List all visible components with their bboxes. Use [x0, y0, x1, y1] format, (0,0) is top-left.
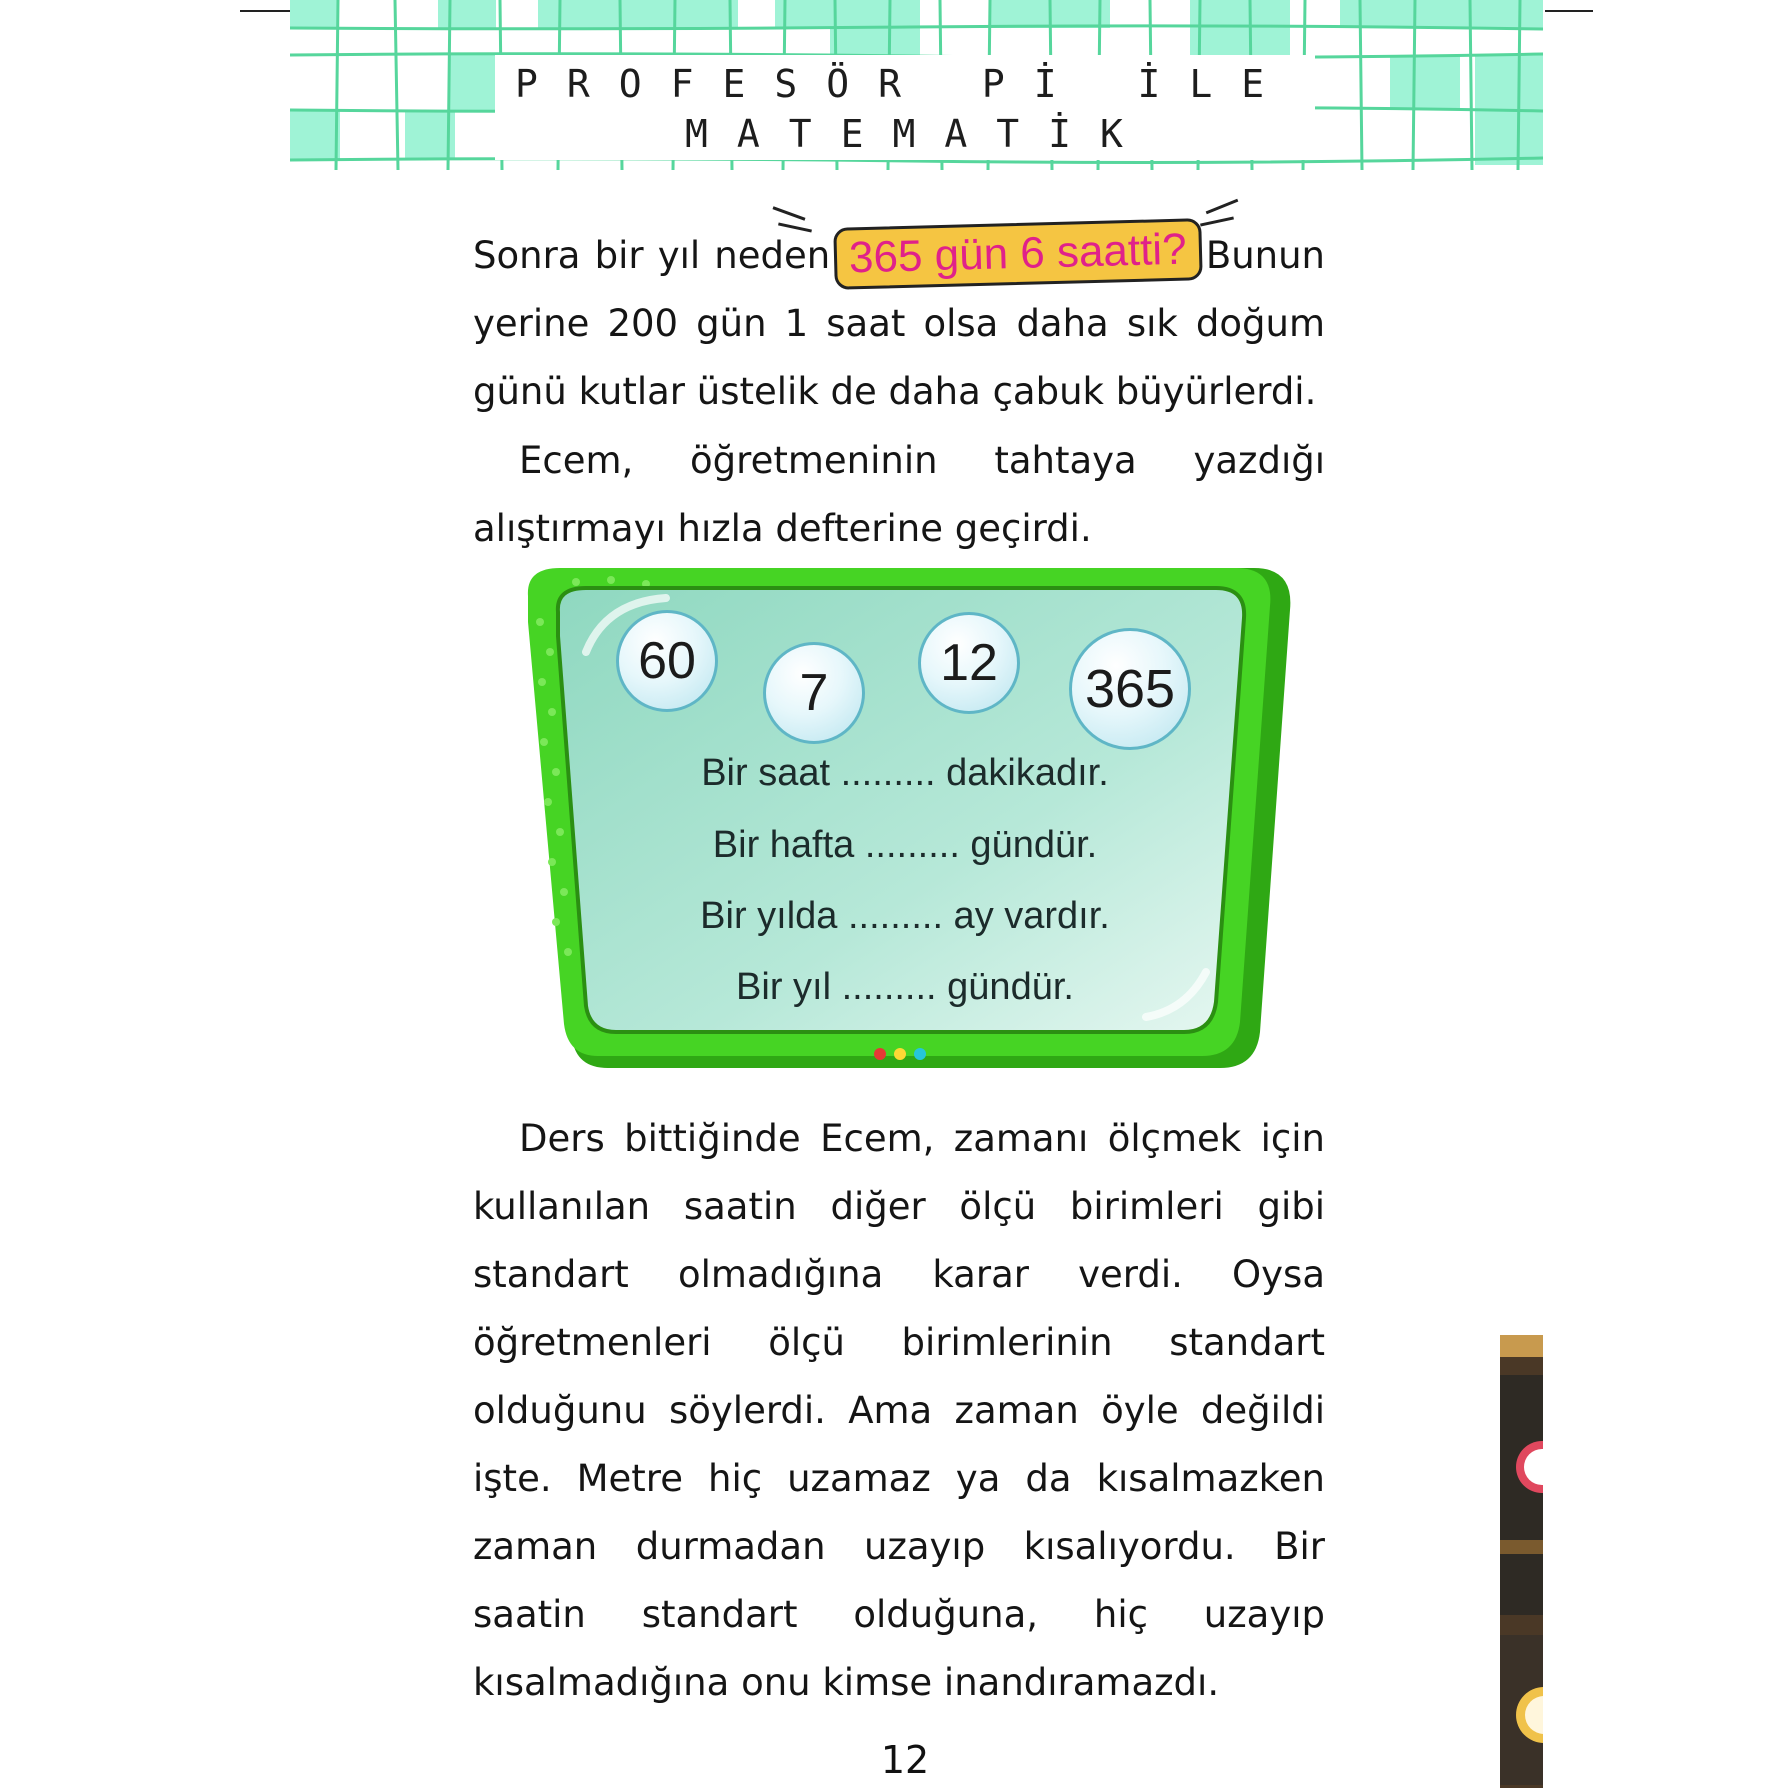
series-title-line2: MATEMATİK [685, 112, 1152, 156]
paragraph-3: Ders bittiğinde Ecem, zamanı ölçmek için kullanılan saatin diğer ölçü birimleri gibi standart olmadığına karar verdi. Oysa öğretmenleri ölçü birimlerinin standart olduğunu söylerdi. Ama zaman öyle değildi işte. Metre hiç uzamaz ya da kısalmazken zaman durmadan uzayıp kısalıyordu. Bir saatin standart olduğuna, hiç uzayıp kısalmadığına onu kimse inandıramazdı. [473, 1117, 1325, 1704]
indicator-light-red [874, 1048, 886, 1060]
page-number: 12 [880, 1738, 930, 1782]
answer-bubble-60: 60 [616, 610, 718, 712]
exercise-board [516, 562, 1294, 1070]
emphasis-mark [773, 206, 806, 220]
crop-mark-right [1545, 10, 1593, 12]
paragraph-1-end: Bunun yerine 200 gün 1 saat olsa daha sık doğum günü kutlar üstelik de daha çabuk büyürlerdi. [473, 234, 1325, 413]
series-title-line1: PROFESÖR Pİ İLE [515, 62, 1294, 106]
exercise-line-hour: Bir saat ......... dakikadır. [701, 752, 1109, 794]
paragraph-1 [473, 222, 1325, 426]
answer-bubble-7: 7 [763, 642, 865, 744]
emphasis-mark [1206, 199, 1239, 215]
series-title [290, 0, 1543, 170]
exercise-line-week: Bir hafta ......... gündür. [712, 824, 1098, 866]
exercise-line-year-months: Bir yılda ......... ay vardır. [700, 895, 1110, 937]
indicator-light-cyan [914, 1048, 926, 1060]
crop-mark-left [240, 10, 290, 12]
edge-illustration [1500, 1335, 1543, 1788]
paragraph-1-start: Sonra bir yıl neden [473, 234, 831, 277]
series-header [290, 0, 1543, 170]
answer-bubble-365: 365 [1069, 628, 1191, 750]
answer-bubble-12: 12 [918, 612, 1020, 714]
exercise-line-year-days: Bir yıl ......... gündür. [736, 966, 1074, 1008]
indicator-light-yellow [894, 1048, 906, 1060]
highlight-365-days: 365 gün 6 saatti? [833, 218, 1202, 290]
paragraph-2: Ecem, öğretmeninin tahtaya yazdığı alıştırmayı hızla defterine geçirdi. [473, 439, 1325, 550]
